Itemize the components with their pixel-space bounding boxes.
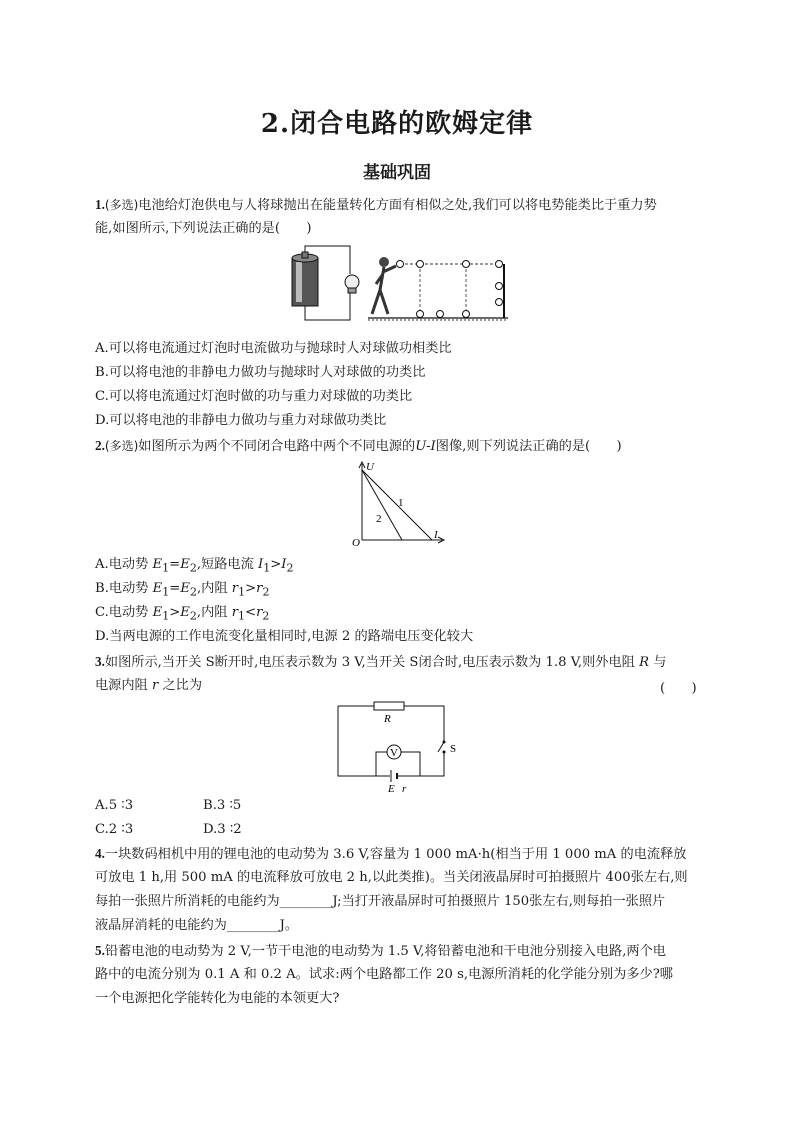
q3-circuit-diagram (332, 696, 464, 796)
q3-option-b: B.3 ∶5 (203, 798, 242, 813)
ball (463, 311, 470, 318)
graph-line-2 (362, 470, 402, 540)
person-body (372, 266, 396, 314)
graph-line-1 (362, 470, 432, 540)
q4-line4: 液晶屏消耗的电能约为________J。 (95, 918, 299, 933)
line-2-label: 2 (376, 513, 382, 525)
circuit-wire (338, 706, 444, 776)
person-head (379, 257, 389, 267)
q4-line2: 可放电 1 h,用 500 mA 的电流释放可放电 2 h,以此类推)。当关闭液晶屏时可拍摄照片 400张左右,则 (95, 870, 688, 885)
q5-line1: 5.铅蓄电池的电动势为 2 V,一节干电池的电动势为 1.5 V,将铅蓄电池和干电池分别接入电路,两个电 (95, 943, 666, 959)
q1-number: 1 (95, 197, 102, 212)
q1-tag: (多选) (104, 198, 139, 212)
ball (496, 261, 503, 268)
q1-option-b: B.可以将电池的非静电力做功与抛球时人对球做的功类比 (95, 365, 426, 380)
switch (438, 742, 444, 752)
resistor-label: R (384, 713, 391, 725)
q4-line3: 每拍一张照片所消耗的电能约为________J;当打开液晶屏时可拍摄照片 150张左右,则每拍一张照片 (95, 894, 666, 909)
line-1-label: 1 (398, 497, 404, 509)
q2-ui-graph (350, 458, 450, 546)
page-title: 2.闭合电路的欧姆定律 (260, 109, 534, 139)
q2-option-a: A.电动势 $E_1=E_2$,短路电流 $I_1>I_2$ (95, 557, 294, 575)
q2-option-d: D.当两电源的工作电流变化量相同时,电源 2 的路端电压变化较大 (95, 629, 474, 644)
emf-label: E (388, 783, 395, 795)
q2-stem: 2.(多选)如图所示为两个不同闭合电路中两个不同电源的U-I图像,则下列说法正确的是( ) (95, 438, 622, 454)
ball (397, 261, 404, 268)
q3-stem-line2: 电源内阻 r 之比为 (95, 678, 203, 693)
q3-number: 3 (95, 654, 102, 669)
ball (496, 299, 503, 306)
origin-label: O (352, 537, 360, 546)
q3-option-a: A.5 ∶3 (95, 798, 134, 813)
q1-stem-line2: 能,如图所示,下列说法正确的是( ) (95, 221, 312, 236)
internal-resistance-label: r (402, 783, 407, 795)
resistor (374, 702, 404, 710)
q1-option-a: A.可以将电流通过灯泡时电流做功与抛球时人对球做功相类比 (95, 341, 452, 356)
i-axis-label: I (434, 529, 438, 541)
section-heading: 基础巩固 (363, 163, 431, 183)
ball (417, 261, 424, 268)
switch-label: S (450, 743, 457, 755)
ball (463, 261, 470, 268)
q5-line2: 路中的电流分别为 0.1 A 和 0.2 A。试求:两个电路都工作 20 s,电源所消耗的化学能分别为多少?哪 (95, 967, 673, 982)
battery-thrower-illustration (280, 244, 520, 326)
q3-option-c: C.2 ∶3 (95, 822, 134, 837)
q4-line1: 4.一块数码相机中用的锂电池的电动势为 3.6 V,容量为 1 000 mA·h(相当于用 1 000 mA 的电流释放 (95, 846, 687, 862)
q3-answer-bracket: ( ) (660, 681, 697, 696)
battery-highlight (296, 262, 302, 302)
q4-number: 4 (95, 846, 102, 861)
q1-option-c: C.可以将电流通过灯泡时做的功与重力对球做的功类比 (95, 389, 413, 404)
ball (496, 283, 503, 290)
q5-line3: 一个电源把化学能转化为电能的本领更大? (95, 991, 340, 1006)
q3-option-d: D.3 ∶2 (203, 822, 242, 837)
q1-stem-line1: 1.(多选)电池给灯泡供电与人将球抛出在能量转化方面有相似之处,我们可以将电势能类比于重力势 (95, 197, 657, 213)
battery-body (292, 258, 318, 306)
u-axis-label: U (366, 461, 374, 473)
ball (437, 311, 444, 318)
battery-terminal (302, 252, 308, 258)
q2-option-b: B.电动势 $E_1=E_2$,内阻 $r_1>r_2$ (95, 581, 270, 599)
q2-number: 2 (95, 438, 102, 453)
q2-option-c: C.电动势 $E_1>E_2$,内阻 $r_1<r_2$ (95, 605, 270, 623)
q1-option-d: D.可以将电池的非静电力做功与重力对球做功类比 (95, 413, 387, 428)
voltmeter-label: V (390, 747, 398, 759)
ball (417, 311, 424, 318)
bulb (345, 275, 359, 289)
q3-stem-line1: 3.如图所示,当开关 S断开时,电压表示数为 3 V,当开关 S闭合时,电压表示数为 1.8 V,则外电阻 R 与 (95, 654, 667, 670)
q2-tag: (多选) (104, 439, 139, 453)
q5-number: 5 (95, 943, 102, 958)
q1-figure (280, 244, 520, 326)
